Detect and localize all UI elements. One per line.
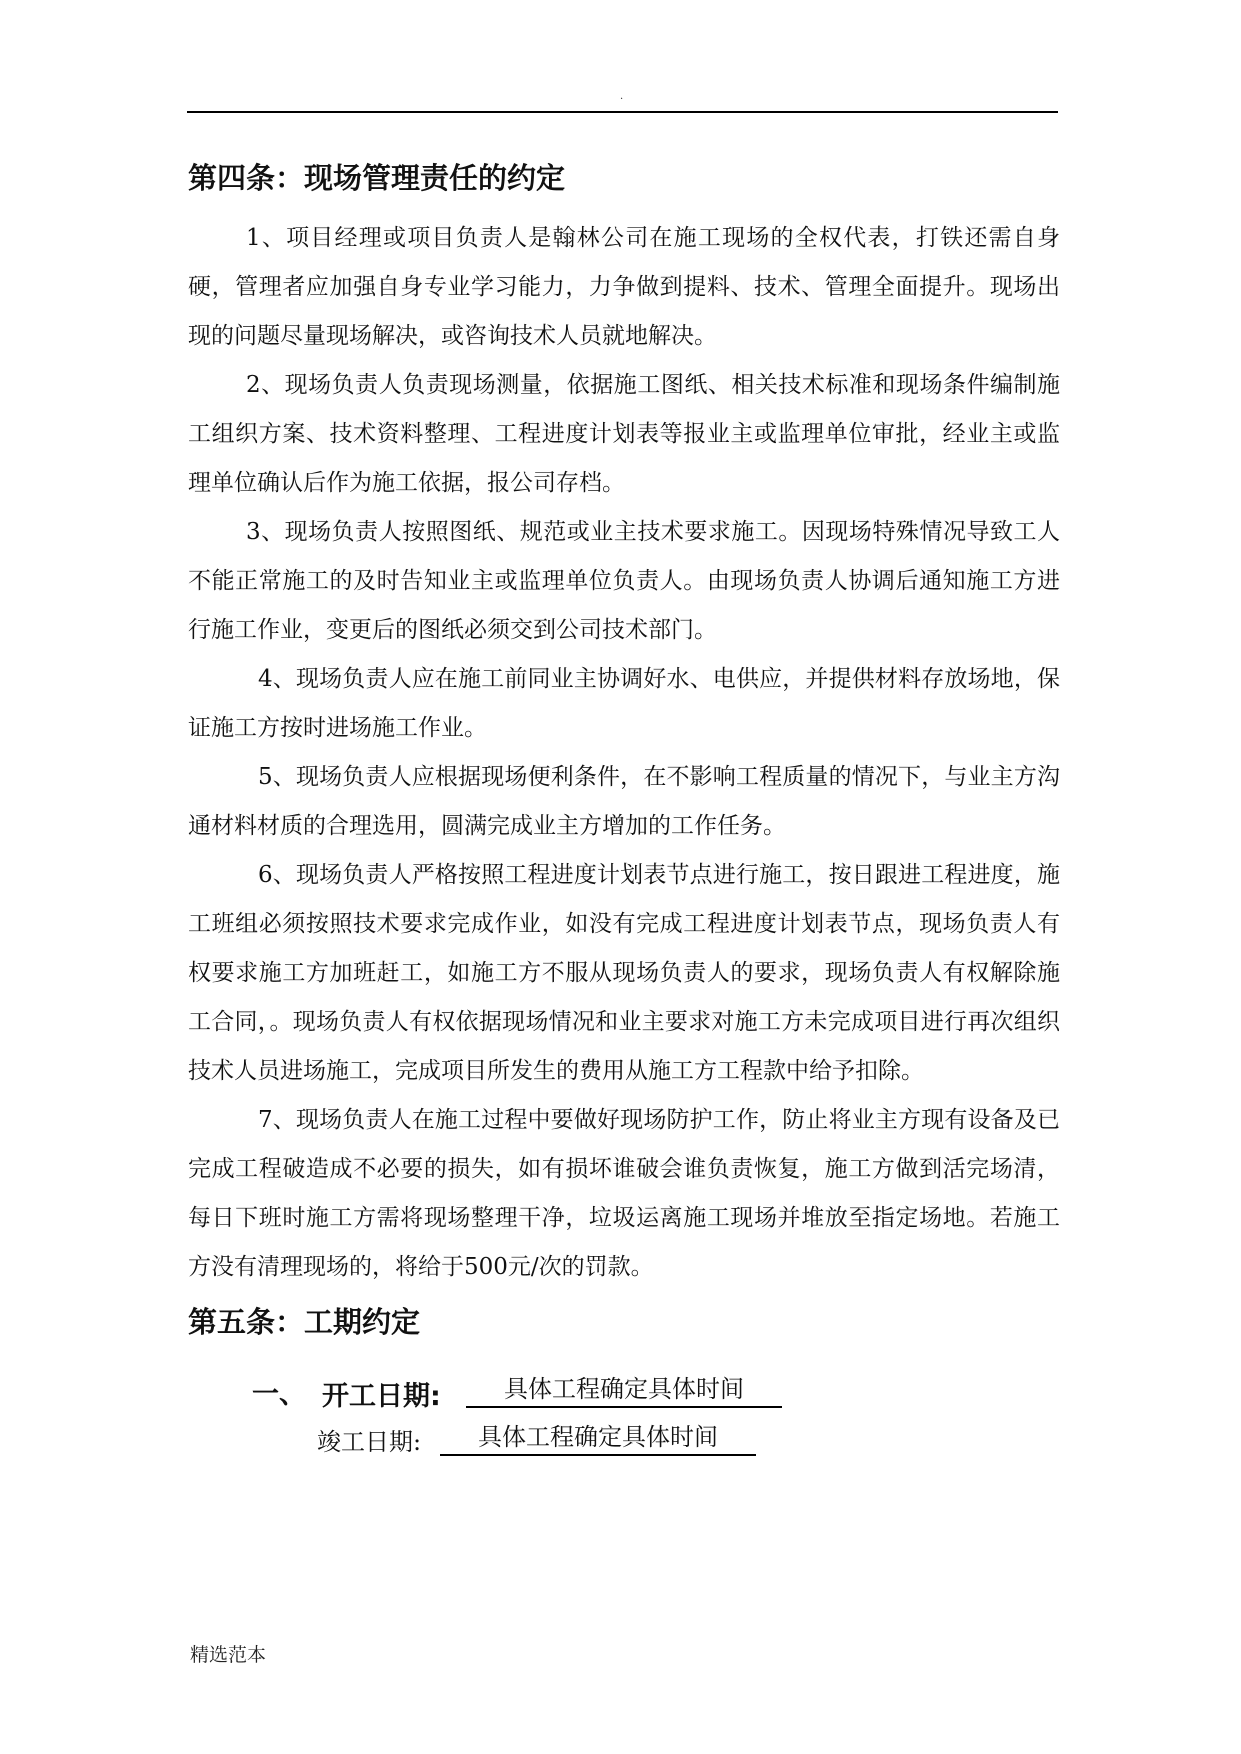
start-date-label: 开工日期:	[322, 1381, 441, 1412]
section-4-title: 第四条：现场管理责任的约定	[188, 161, 566, 195]
end-date-label: 竣工日期:	[317, 1428, 422, 1456]
section-4-paragraph-6: 6、现场负责人严格按照工程进度计划表节点进行施工，按日跟进工程进度，施工班组必须按照技术要求完成作业，如没有完成工程进度计划表节点，现场负责人有权要求施工方加班赶工，如施工方不服从现场负责人的要求，现场负责人有权解除施工合同，。现场负责人有权依据现场情况和业主要求对施工方未完成项目进行再次组织技术人员进场施工，完成项目所发生的费用从施工方工程款中给予扣除。	[188, 862, 1060, 1084]
section-4-paragraph-2: 2、现场负责人负责现场测量，依据施工图纸、相关技术标准和现场条件编制施工组织方案、技术资料整理、工程进度计划表等报业主或监理单位审批，经业主或监理单位确认后作为施工依据，报公司存档。	[188, 372, 1060, 496]
section-4-paragraph-1: 1、项目经理或项目负责人是翰林公司在施工现场的全权代表，打铁还需自身硬，管理者应加强自身专业学习能力，力争做到提料、技术、管理全面提升。现场出现的问题尽量现场解决，或咨询技术人员就地解决。	[188, 225, 1060, 349]
section-4-paragraph-5: 5、现场负责人应根据现场便利条件，在不影响工程质量的情况下，与业主方沟通材料材质的合理选用，圆满完成业主方增加的工作任务。	[188, 764, 1060, 839]
section-5-title: 第五条：工期约定	[188, 1305, 421, 1339]
document-body	[188, 158, 1060, 1464]
footer-text: 精选范本	[190, 1644, 267, 1666]
section-4-paragraph-7: 7、现场负责人在施工过程中要做好现场防护工作，防止将业主方现有设备及已完成工程破造成不必要的损失，如有损坏谁破会谁负责恢复，施工方做到活完场清，每日下班时施工方需将现场整理干净，垃圾运离施工现场并堆放至指定场地。若施工方没有清理现场的，将给于500元/次的罚款。	[188, 1107, 1060, 1280]
section-4-paragraph-4: 4、现场负责人应在施工前同业主协调好水、电供应，并提供材料存放场地，保证施工方按时进场施工作业。	[188, 666, 1060, 741]
item-number: 一、	[252, 1379, 306, 1410]
section-4-paragraph-3: 3、现场负责人按照图纸、规范或业主技术要求施工。因现场特殊情况导致工人不能正常施工的及时告知业主或监理单位负责人。由现场负责人协调后通知施工方进行施工作业，变更后的图纸必须交到公司技术部门。	[188, 519, 1060, 643]
header-rule	[187, 111, 1058, 113]
start-date-row	[188, 1368, 1060, 1416]
end-date-row	[188, 1416, 1060, 1464]
header-dot: .	[620, 91, 624, 102]
start-date-value: 具体工程确定具体时间	[466, 1374, 782, 1408]
end-date-value: 具体工程确定具体时间	[440, 1422, 756, 1456]
